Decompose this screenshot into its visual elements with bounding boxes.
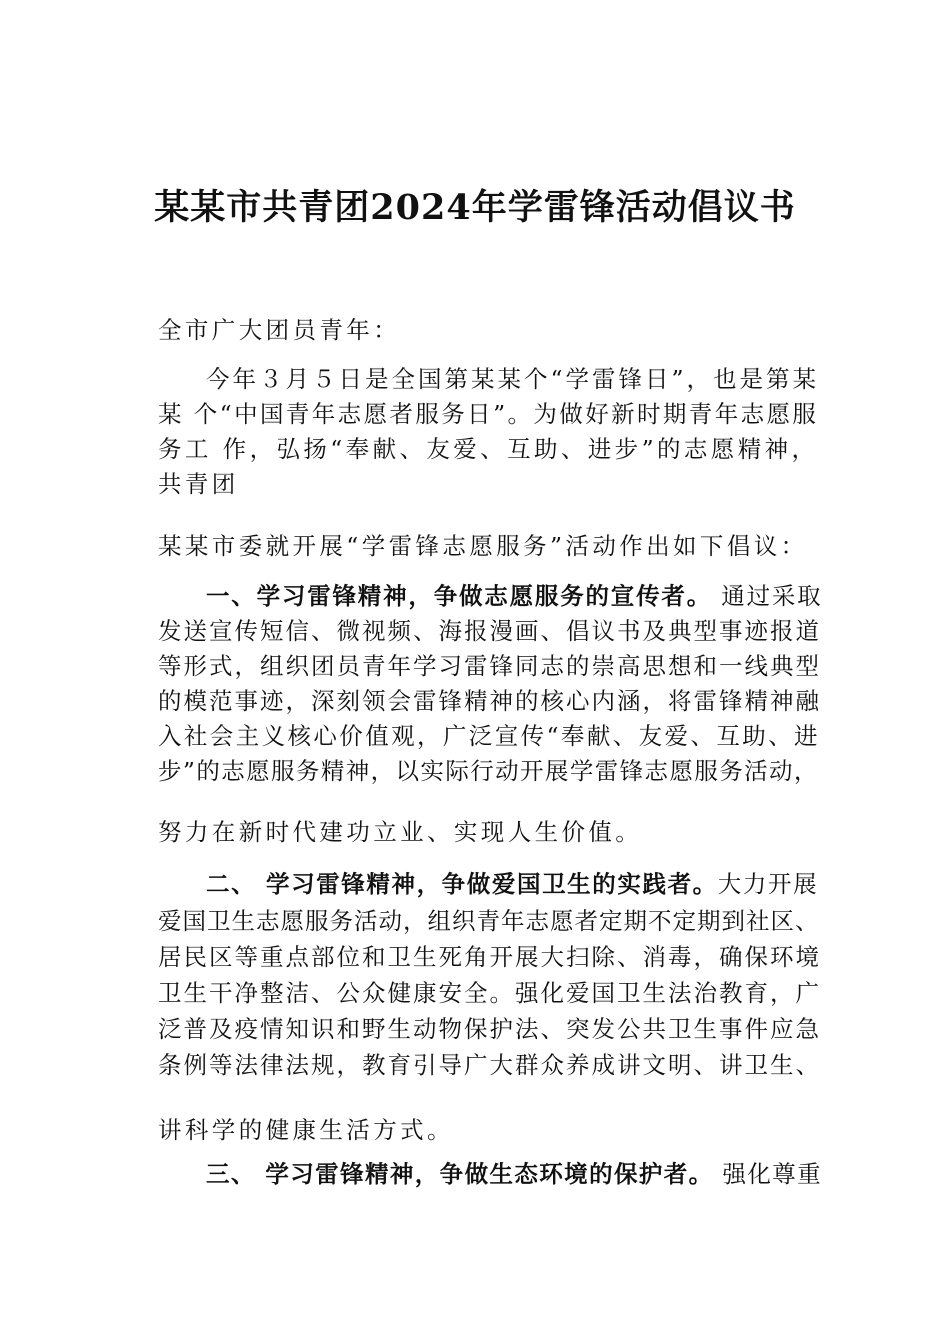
intro-line-3: 务工 作，弘扬“奉献、友爱、互助、进步”的志愿精神， (158, 435, 819, 463)
intro-line-4: 共青团 (158, 470, 239, 498)
section-1-line: 步”的志愿服务精神，以实际行动开展学雷锋志愿服务活动， (158, 757, 819, 785)
section-3-lead-text: 强化尊重 (713, 1160, 823, 1188)
section-2-line: 居民区等重点部位和卫生死角开展大扫除、消毒，确保环境 (158, 943, 821, 971)
section-1-lead-text: 通过采取 (712, 582, 823, 610)
section-1-first-line (206, 578, 823, 614)
section-3-heading: 三、 学习雷锋精神，争做生态环境的保护者。 (206, 1160, 714, 1188)
intro-line-1: 今年３月５日是全国第某某个“学雷锋日”，也是第某 (206, 365, 820, 393)
salutation: 全市广大团员青年： (158, 316, 401, 344)
section-2-line: 卫生干净整洁、公众健康安全。强化爱国卫生法治教育，广 (158, 979, 821, 1007)
section-2-lead-text: 大力开展 (717, 870, 819, 898)
section-2-line: 条例等法律法规，教育引导广大群众养成讲文明、讲卫生、 (158, 1051, 821, 1079)
section-1-line: 的模范事迹，深刻领会雷锋精神的核心内涵，将雷锋精神融 (158, 687, 821, 715)
section-1-heading: 一、学习雷锋精神，争做志愿服务的宣传者。 (206, 582, 712, 610)
section-2-first-line (206, 866, 820, 902)
section-1-line: 努力在新时代建功立业、实现人生价值。 (158, 818, 643, 846)
section-3-first-line (206, 1156, 823, 1192)
section-2-line: 泛普及疫情知识和野生动物保护法、突发公共卫生事件应急 (158, 1015, 821, 1043)
intro-continuation: 某某市委就开展“学雷锋志愿服务”活动作出如下倡议： (158, 532, 808, 560)
intro-line-2: 某 个“中国青年志愿者服务日”。为做好新时期青年志愿服 (158, 400, 819, 428)
section-2-line: 爱国卫生志愿服务活动，组织青年志愿者定期不定期到社区、 (158, 907, 820, 935)
document-title: 某某市共青团2024年学雷锋活动倡议书 (154, 187, 796, 228)
section-1-line: 发送宣传短信、微视频、海报漫画、倡议书及典型事迹报道 (158, 617, 821, 645)
section-1-line: 等形式，组织团员青年学习雷锋同志的崇高思想和一线典型 (158, 652, 821, 680)
section-1-line: 入社会主义核心价值观，广泛宣传“奉献、友爱、互助、进 (158, 722, 820, 750)
section-2-line: 讲科学的健康生活方式。 (158, 1116, 454, 1144)
section-2-heading: 二、 学习雷锋精神，争做爱国卫生的实践者。 (206, 870, 718, 898)
